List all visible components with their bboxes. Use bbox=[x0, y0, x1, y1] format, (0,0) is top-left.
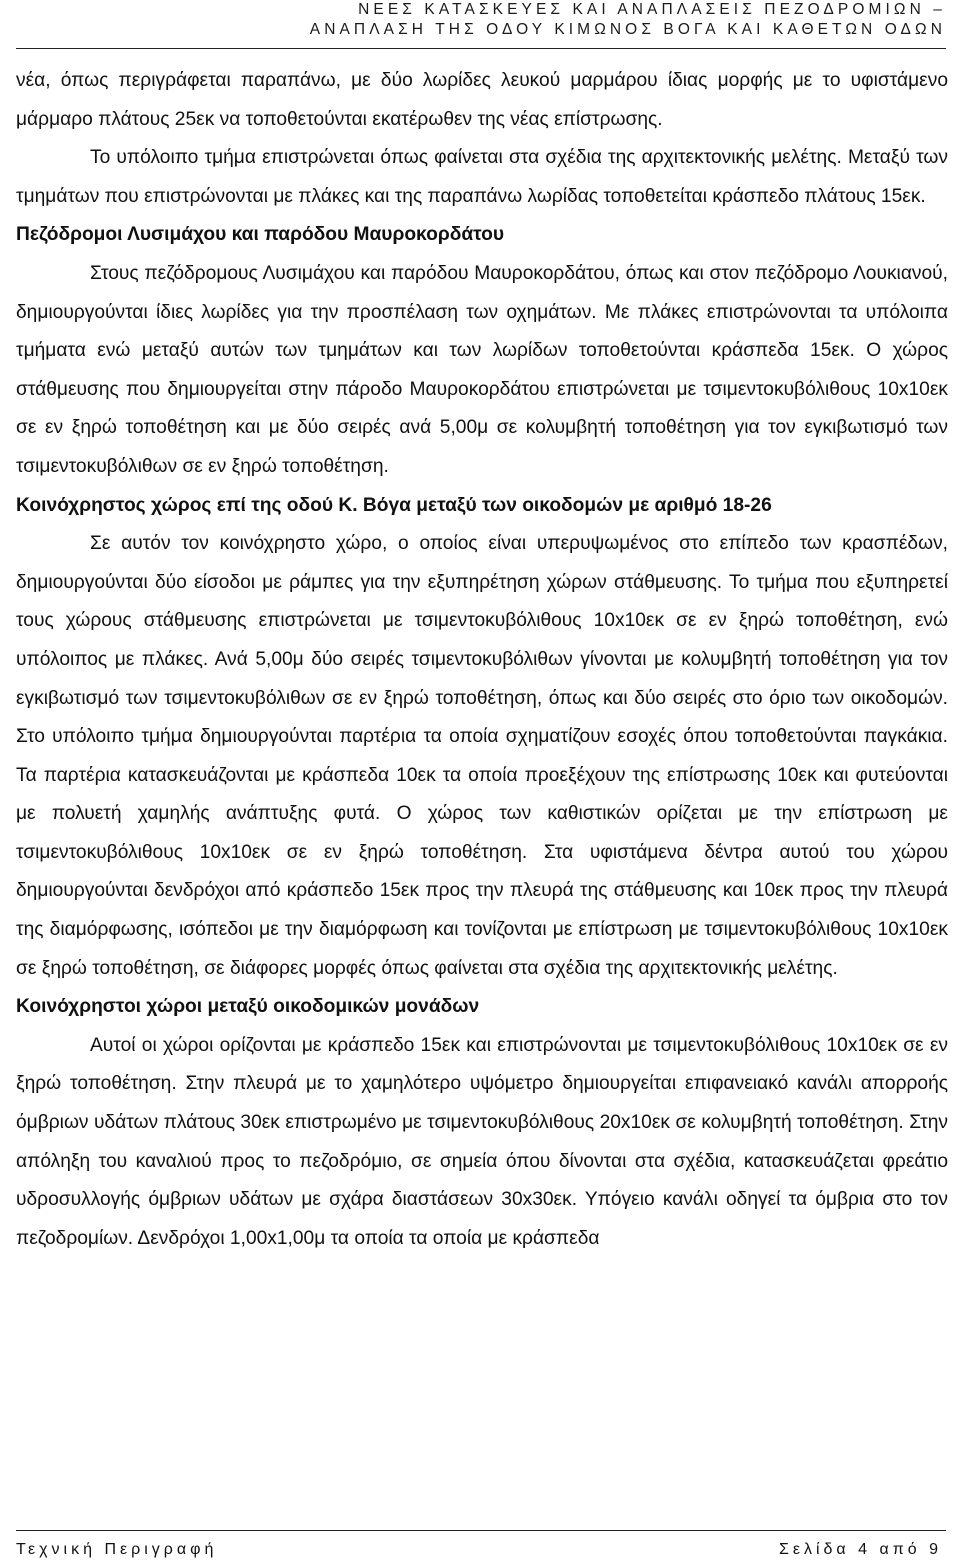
paragraph-continuation: νέα, όπως περιγράφεται παραπάνω, με δύο λωρίδες λευκού μαρμάρου ίδιας μορφής με το υφιστάμενο μάρμαρο πλάτους 25εκ να τοποθετούνται εκατέρωθεν της νέας επίστρωσης. bbox=[16, 70, 948, 130]
section-heading-voga: Κοινόχρηστος χώρος επί της οδού Κ. Βόγα μεταξύ των οικοδομών με αριθμό 18-26 bbox=[16, 494, 772, 516]
document-header bbox=[310, 0, 946, 40]
paragraph-common-spaces: Αυτοί οι χώροι ορίζονται με κράσπεδο 15εκ και επιστρώνονται με τσιμεντοκυβόλιθους 10x10εκ σε εν ξηρώ τοποθέτηση. Στην πλευρά με το χαμηλότερο υψόμετρο δημιουργείται επιφανειακό κανάλι απορροής όμβριων υδάτων πλάτους 30εκ επιστρωμένο με τσιμεντοκυβόλιθους 20x10εκ σε κολυμβητή τοποθέτηση. Στην απόληξη του καναλιού προς το πεζοδρόμιο, σε σημεία όπου δίνονται στα σχέδια, κατασκευάζεται φρεάτιο υδροσυλλογής όμβριων υδάτων με σχάρα διαστάσεων 30x30εκ. Υπόγειο κανάλι οδηγεί τα όμβρια στο τον πεζοδρομίων. Δενδρόχοι 1,00x1,00μ τα οποία τα οποία με κράσπεδα bbox=[16, 1034, 948, 1249]
document-body bbox=[16, 62, 948, 1258]
header-line-2: ΑΝΑΠΛΑΣΗ ΤΗΣ ΟΔΟΥ ΚΙΜΩΝΟΣ ΒΟΓΑ ΚΑΙ ΚΑΘΕΤΩΝ ΟΔΩΝ bbox=[309, 21, 946, 38]
footer-title: Τεχνική Περιγραφή bbox=[16, 1541, 218, 1558]
section-heading-common-spaces: Κοινόχρηστοι χώροι μεταξύ οικοδομικών μονάδων bbox=[16, 996, 480, 1018]
footer-page-number: Σελίδα 4 από 9 bbox=[778, 1541, 942, 1558]
paragraph-lysimachou: Στους πεζόδρομους Λυσιμάχου και παρόδου Μαυροκορδάτου, όπως και στον πεζόδρομο Λουκιανού, δημιουργούνται ίδιες λωρίδες για την προσπέλαση των οχημάτων. Με πλάκες επιστρώνονται τα υπόλοιπα τμήματα ενώ μεταξύ αυτών των τμημάτων και των λωρίδων τοποθετούνται κράσπεδα 15εκ. Ο χώρος στάθμευσης που δημιουργείται στην πάροδο Μαυροκορδάτου επιστρώνεται με τσιμεντοκυβόλιθους 10x10εκ σε εν ξηρώ τοποθέτηση και με δύο σειρές ανά 5,00μ σε κολυμβητή τοποθέτηση για τον εγκιβωτισμό των τσιμεντοκυβόλιθων σε εν ξηρώ τοποθέτηση. bbox=[16, 262, 948, 477]
header-divider bbox=[16, 48, 946, 49]
section-heading-lysimachou: Πεζόδρομοι Λυσιμάχου και παρόδου Μαυροκορδάτου bbox=[16, 224, 505, 246]
paragraph-remaining-section: Το υπόλοιπο τμήμα επιστρώνεται όπως φαίνεται στα σχέδια της αρχιτεκτονικής μελέτης. Μεταξύ των τμημάτων που επιστρώνονται με πλάκες και της παραπάνω λωρίδας τοποθετείται κράσπεδο πλάτους 15εκ. bbox=[16, 147, 948, 207]
paragraph-voga: Σε αυτόν τον κοινόχρηστο χώρο, ο οποίος είναι υπερυψωμένος στο επίπεδο των κρασπέδων, δημιουργούνται δύο είσοδοι με ράμπες για την εξυπηρέτηση χώρων στάθμευσης. Το τμήμα που εξυπηρετεί τους χώρους στάθμευσης επιστρώνεται με τσιμεντοκυβόλιθους 10x10εκ σε εν ξηρώ τοποθέτηση, ενώ υπόλοιπος με πλάκες. Ανά 5,00μ δύο σειρές τσιμεντοκυβόλιθων γίνονται με κολυμβητή τοποθέτηση για τον εγκιβωτισμό των τσιμεντοκυβόλιθων σε εν ξηρώ τοποθέτηση, όπως και δύο σειρές στο όριο των οικοδομών. Στο υπόλοιπο τμήμα δημιουργούνται παρτέρια τα οποία σχηματίζουν εσοχές όπου τοποθετούνται παγκάκια. Τα παρτέρια κατασκευάζονται με κράσπεδα 10εκ τα οποία προεξέχουν της επίστρωσης 10εκ και φυτεύονται με πολυετή χαμηλής ανάπτυξης φυτά. Ο χώρος των καθιστικών ορίζεται με την επίστρωση με τσιμεντοκυβόλιθους 10x10εκ σε εν ξηρώ τοποθέτηση. Στα υφιστάμενα δέντρα αυτού του χώρου δημιουργούνται δενδρόχοι από κράσπεδο 15εκ προς την πλευρά της στάθμευσης και 10εκ προς την πλευρά της διαμόρφωσης, ισόπεδοι με την διαμόρφωση και τονίζονται με επίστρωση με τσιμεντοκυβόλιθους 10x10εκ σε ξηρώ τοποθέτηση, σε διάφορες μορφές όπως φαίνεται στα σχέδια της αρχιτεκτονικής μελέτης. bbox=[16, 533, 948, 979]
header-line-1: ΝΕΕΣ ΚΑΤΑΣΚΕΥΕΣ ΚΑΙ ΑΝΑΠΛΑΣΕΙΣ ΠΕΖΟΔΡΟΜΙΩΝ – bbox=[358, 1, 946, 18]
footer-divider bbox=[16, 1530, 946, 1531]
